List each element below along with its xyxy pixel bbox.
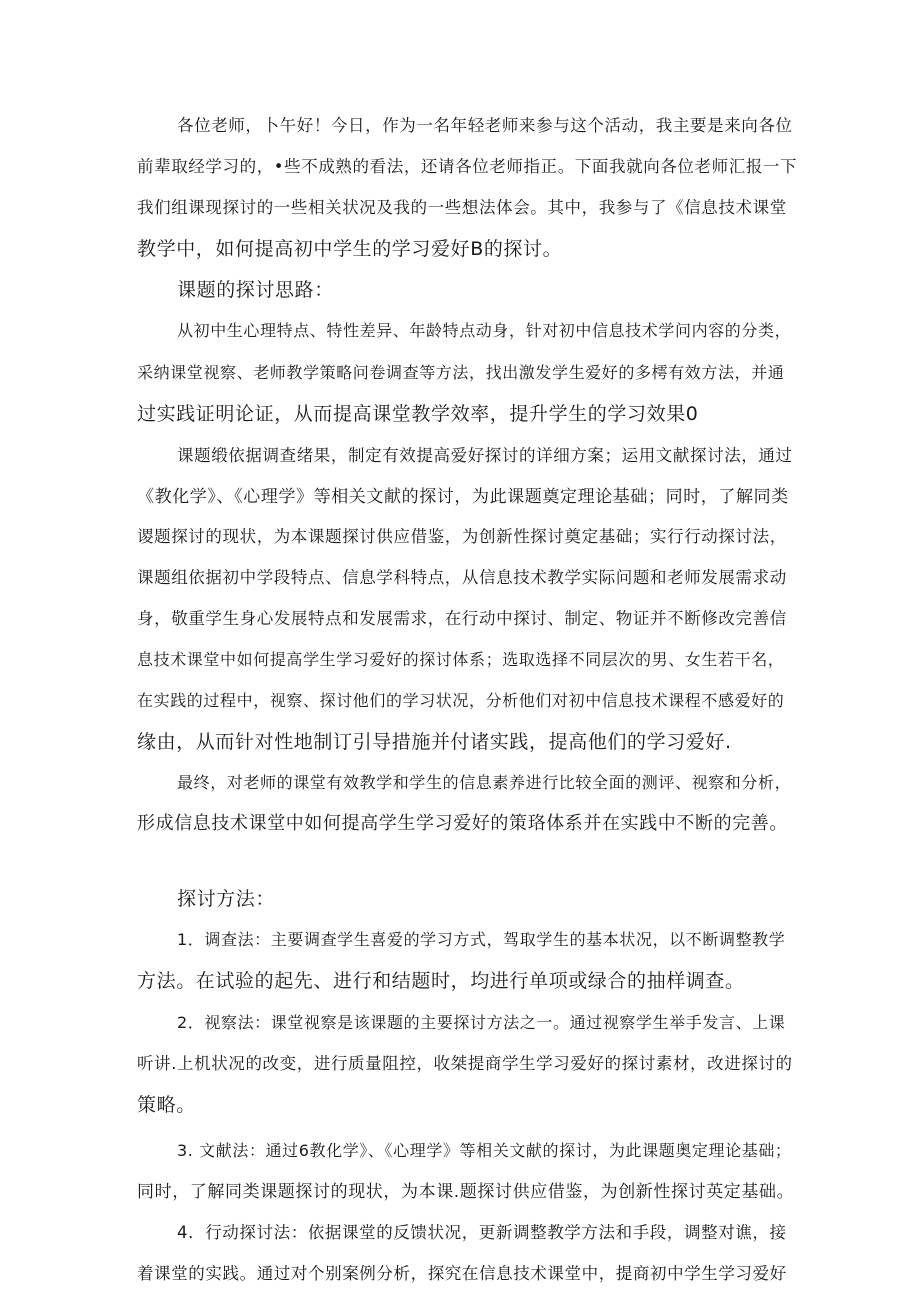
method-line: 着课堂的实践。通过对个别案例分析，探究在信息技术课堂中，提商初中学生学习爱好 <box>137 1264 787 1283</box>
method-line: 2．视察法：课堂视察是该课题的主要探讨方法之一。通过视察学生举手发言、上课 <box>177 1013 786 1032</box>
intro-line: 我们组课现探讨的一些相关状况及我的一些想法体会。其中，我参与了《信息技术课堂 <box>137 198 787 217</box>
paragraph-line: 过实践证明论证，从而提高课堂教学效率，提升学生的学习效果0 <box>137 403 699 425</box>
intro-line: 前辈取经学习的，•些不成熟的看法，还请各位老师指正。下面我就向各位老师汇报一下 <box>137 157 798 176</box>
paragraph-line: 《教化学》、《心理学》等相关文献的探讨，为此课题奠定理论基础；同时，了解同类 <box>137 487 789 507</box>
paragraph-line: 缘由，从而针对性地制订引导措施并付诸实践，提高他们的学习爱好. <box>137 731 732 753</box>
method-line: 听讲.上机状况的改变，进行质量阻控，收桀提商学生学习爱好的探讨素材，改进探讨的 <box>137 1054 793 1073</box>
intro-line: 各位老师，卜午好！今日，作为一名年轻老师来参与这个活动，我主要是来向各位 <box>177 116 793 135</box>
paragraph-line: 从初中生心理特点、特性差异、年龄特点动身，针对初中信息技术学问内容的分类， <box>177 321 792 340</box>
paragraph-line: 课题缎依据调查绪果，制定有效提高爱好探讨的详细方案；运用文献探讨法，通过 <box>177 446 793 465</box>
paragraph-line: 谡题探讨的现状，为本课题探讨供应借鉴，为创新性探讨奠定基础；实行行动探讨法， <box>137 527 787 546</box>
paragraph-line: 采纳课堂视察、老师教学策略问卷调查等方法，找出激发学生爱好的多樗有效方法，并通 <box>137 363 785 382</box>
method-line: 策略。 <box>137 1094 196 1116</box>
paragraph-line: 在实践的过程中，视察、探讨他们的学习状况，分析他们对初中信息技术课程不感爱好的 <box>137 691 785 710</box>
paragraph-line: 息技术课堂中如何提高学生学习爱好的探讨体系；选取选择不同层次的男、女生若干名， <box>137 650 785 669</box>
section-heading-methods: 探讨方法： <box>177 888 276 910</box>
section-heading-approach: 课题的探讨思路： <box>177 279 334 301</box>
paragraph-line: 课题组依据初中学段特点、信息学科特点，从信息技术教学实际问题和老师发展需求动 <box>137 568 787 587</box>
paragraph-line: 形成信息技术课堂中如何提高学生学习爱好的策珞体系并在实践中不断的完善。 <box>137 813 788 834</box>
method-line: 方法。在试验的起先、进行和结题时，均进行单项或绿合的抽样调查。 <box>137 970 745 992</box>
method-line: 同时，了解同类课题探讨的现状，为本课.题探讨供应借鉴，为创新性探讨英定基础。 <box>137 1182 795 1202</box>
paragraph-line: 最终，对老师的课堂有效教学和学生的信息素养进行比较全面的测评、视察和分析， <box>177 773 792 792</box>
intro-line: 教学中，如何提高初中学生的学习爱好B的探讨。 <box>137 238 563 260</box>
method-line: 4．行动探讨法：依据课堂的反馈状况，更新调整教学方法和手段，调整对谯，接 <box>177 1223 787 1242</box>
paragraph-line: 身，敬重学生身心发展特点和发展需求，在行动中探讨、制定、物证并不断修改完善信 <box>137 609 787 628</box>
method-line: 1．调查法：主要调查学生喜爱的学习方式，驾取学生的基本状况，以不断调整教学 <box>177 930 786 949</box>
method-line: 3. 文献法：通过6教化学》、《心理学》等相关文献的探讨，为此课题奥定理论基础； <box>177 1141 792 1160</box>
